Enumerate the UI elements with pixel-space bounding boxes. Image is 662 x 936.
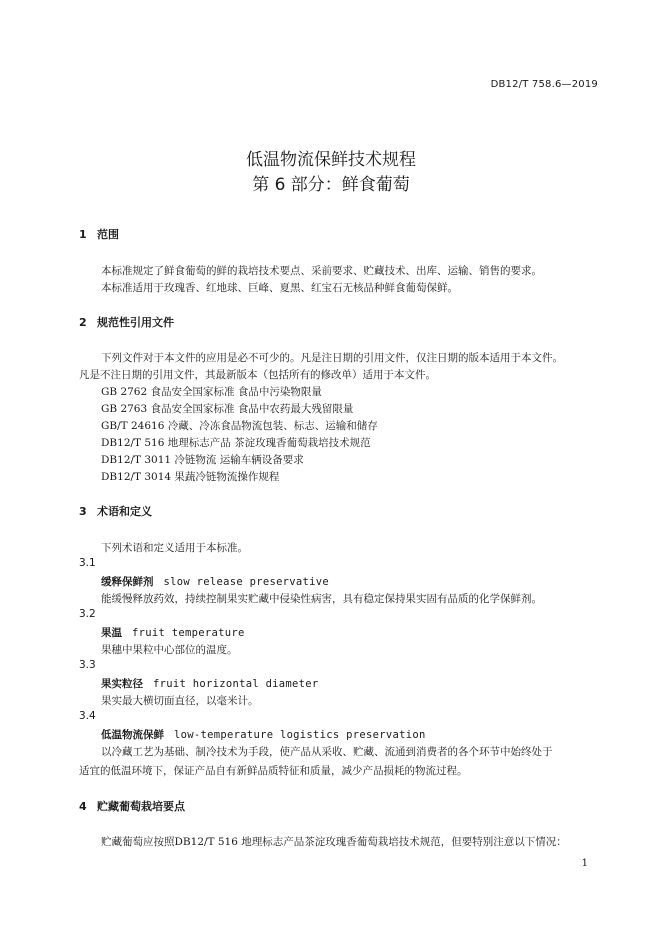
term-zh: 果实粒径 (101, 678, 143, 690)
paragraph: 贮藏葡萄应按照DB12/T 516 地理标志产品茶淀玫瑰香葡萄栽培技术规范，但要特别注意以下情况： (101, 836, 567, 848)
term-en: low-temperature logistics preservation (174, 729, 426, 741)
term-zh: 缓释保鲜剂 (101, 576, 154, 588)
section-title: 术语和定义 (97, 505, 152, 518)
paragraph: 下列文件对于本文件的应用是必不可少的。凡是注日期的引用文件，仅注日期的版本适用于本文件。 (101, 352, 563, 364)
document-title: 低温物流保鲜技术规程 (246, 150, 416, 170)
term-heading (101, 727, 426, 742)
reference-item: DB12/T 516 地理标志产品 茶淀玫瑰香葡萄栽培技术规范 (101, 437, 371, 449)
section-number: 4 (79, 800, 87, 813)
section-title: 范围 (97, 228, 119, 241)
section-heading-2 (79, 314, 174, 330)
section-heading-1 (79, 226, 119, 242)
term-heading (101, 625, 245, 640)
term-en: fruit horizontal diameter (153, 678, 319, 690)
reference-item: GB/T 24616 冷藏、冷冻食品物流包装、标志、运输和储存 (101, 420, 378, 432)
page-number: 1 (581, 858, 588, 869)
section-title: 贮藏葡萄栽培要点 (97, 800, 185, 813)
document-subtitle: 第 6 部分：鲜食葡萄 (252, 175, 410, 195)
term-en: fruit temperature (132, 627, 245, 639)
reference-item: GB 2762 食品安全国家标准 食品中污染物限量 (101, 386, 322, 398)
section-number: 2 (79, 316, 87, 329)
term-number: 3.2 (79, 608, 96, 620)
term-definition: 以冷藏工艺为基础、制冷技术为手段，使产品从采收、贮藏、流通到消费者的各个环节中始终处于 (101, 746, 553, 758)
term-definition: 果穗中果粒中心部位的温度。 (101, 644, 238, 656)
reference-item: DB12/T 3011 冷链物流 运输车辆设备要求 (101, 454, 304, 466)
section-title: 规范性引用文件 (97, 316, 174, 329)
term-heading (101, 676, 319, 691)
paragraph: 本标准规定了鲜食葡萄的鲜的栽培技术要点、采前要求、贮藏技术、出库、运输、销售的要求。 (101, 265, 542, 277)
term-definition-continuation: 适宜的低温环境下，保证产品自有新鲜品质特征和质量，减少产品损耗的物流过程。 (79, 765, 468, 777)
term-definition: 果实最大横切面直径，以毫米计。 (101, 695, 259, 707)
term-heading (101, 574, 329, 589)
term-zh: 低温物流保鲜 (101, 729, 164, 741)
section-number: 1 (79, 228, 87, 241)
paragraph: 下列术语和定义适用于本标准。 (101, 542, 248, 554)
standard-code: DB12/T 758.6—2019 (490, 79, 598, 90)
section-number: 3 (79, 505, 87, 518)
reference-item: DB12/T 3014 果蔬冷链物流操作规程 (101, 471, 280, 483)
term-definition: 能缓慢释放药效，持续控制果实贮藏中侵染性病害，具有稳定保持果实固有品质的化学保鲜剂。 (101, 593, 542, 605)
term-number: 3.1 (79, 557, 96, 569)
paragraph-continuation: 凡是不注日期的引用文件，其最新版本（包括所有的修改单）适用于本文件。 (79, 369, 436, 381)
term-en: slow release preservative (163, 576, 330, 588)
paragraph: 本标准适用于玫瑰香、红地球、巨峰、夏黑、红宝石无核品种鲜食葡萄保鲜。 (101, 282, 458, 294)
section-heading-3 (79, 503, 152, 519)
term-zh: 果温 (101, 627, 122, 639)
term-number: 3.3 (79, 659, 96, 671)
term-number: 3.4 (79, 710, 96, 722)
reference-item: GB 2763 食品安全国家标准 食品中农药最大残留限量 (101, 403, 354, 415)
section-heading-4 (79, 798, 185, 814)
